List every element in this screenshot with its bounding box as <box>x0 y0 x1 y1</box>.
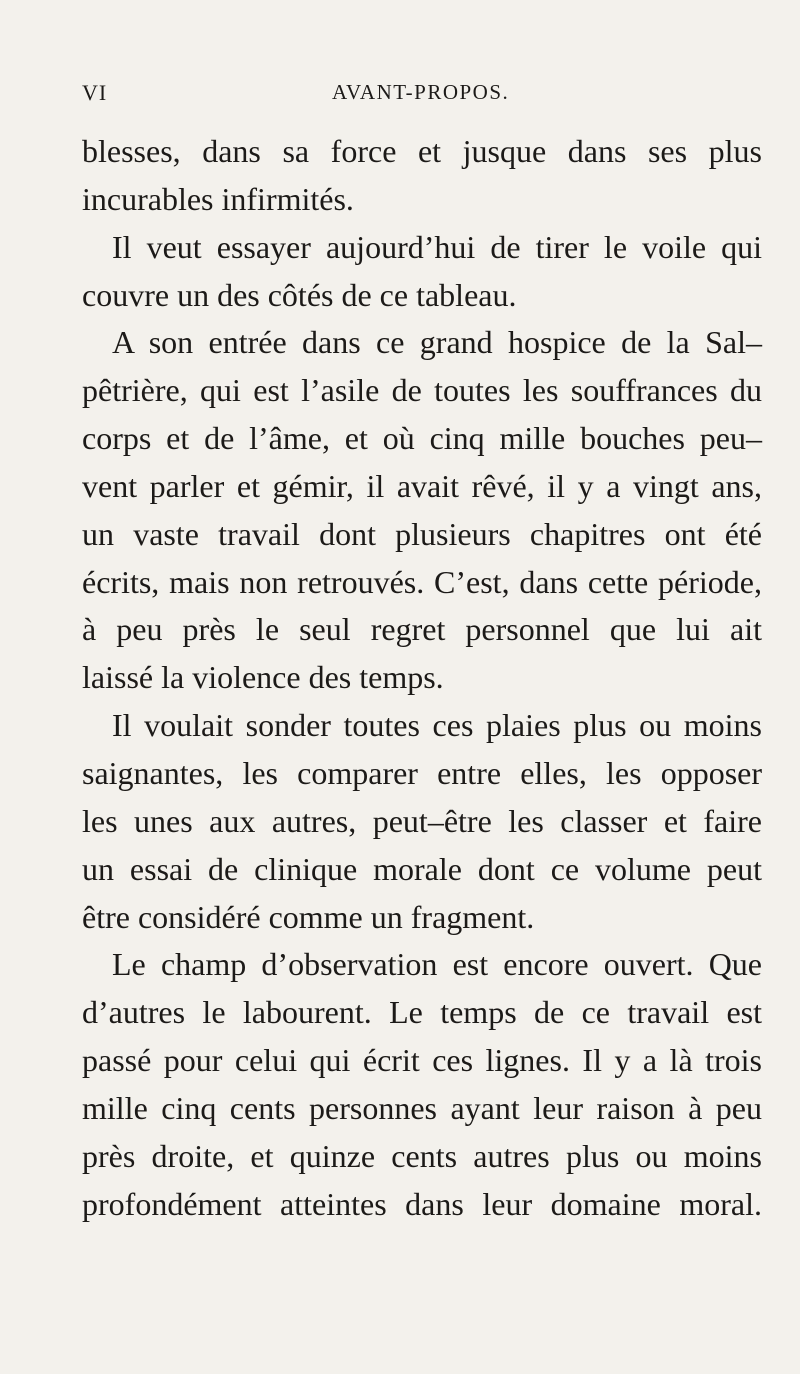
page-number: VI <box>82 80 108 105</box>
text-line: mille cinq cents personnes ayant leur raison à peu <box>82 1089 762 1126</box>
text-line: couvre un des côtés de ce tableau. <box>82 276 517 313</box>
text-line: profondément atteintes dans leur domaine moral. <box>82 1185 762 1222</box>
text-line: à peu près le seul regret personnel que lui ait <box>82 611 762 648</box>
text-line: passé pour celui qui écrit ces lignes. Il y a là trois <box>82 1042 762 1079</box>
text-line: près droite, et quinze cents autres plus ou moins <box>82 1137 762 1174</box>
running-head <box>82 80 764 108</box>
text-line: un essai de clinique morale dont ce volume peut <box>82 850 762 887</box>
text-line: d’autres le labourent. Le temps de ce travail est <box>82 994 762 1031</box>
text-line: Il veut essayer aujourd’hui de tirer le voile qui <box>112 228 762 265</box>
text-line: corps et de l’âme, et où cinq mille bouches peu– <box>82 420 762 457</box>
text-line: blesses, dans sa force et jusque dans ses plus <box>82 133 762 169</box>
text-line: A son entrée dans ce grand hospice de la Sal– <box>112 324 762 361</box>
text-line: vent parler et gémir, il avait rêvé, il y a vingt ans, <box>82 467 762 504</box>
text-line: être considéré comme un fragment. <box>82 898 535 935</box>
text-line: les unes aux autres, peut–être les classer et faire <box>82 802 762 839</box>
running-title: AVANT-PROPOS. <box>332 80 510 104</box>
text-line: pêtrière, qui est l’asile de toutes les souffrances du <box>82 372 762 409</box>
text-line: saignantes, les comparer entre elles, les opposer <box>82 754 762 791</box>
text-line: un vaste travail dont plusieurs chapitres ont été <box>82 515 762 552</box>
text-line: écrits, mais non retrouvés. C’est, dans cette période, <box>82 563 762 600</box>
text-line: Il voulait sonder toutes ces plaies plus ou moins <box>112 707 762 744</box>
text-line: laissé la violence des temps. <box>82 659 444 696</box>
text-line: Le champ d’observation est encore ouvert. Que <box>112 946 762 983</box>
body-text <box>82 128 762 1228</box>
text-line: incurables infirmités. <box>82 180 354 217</box>
